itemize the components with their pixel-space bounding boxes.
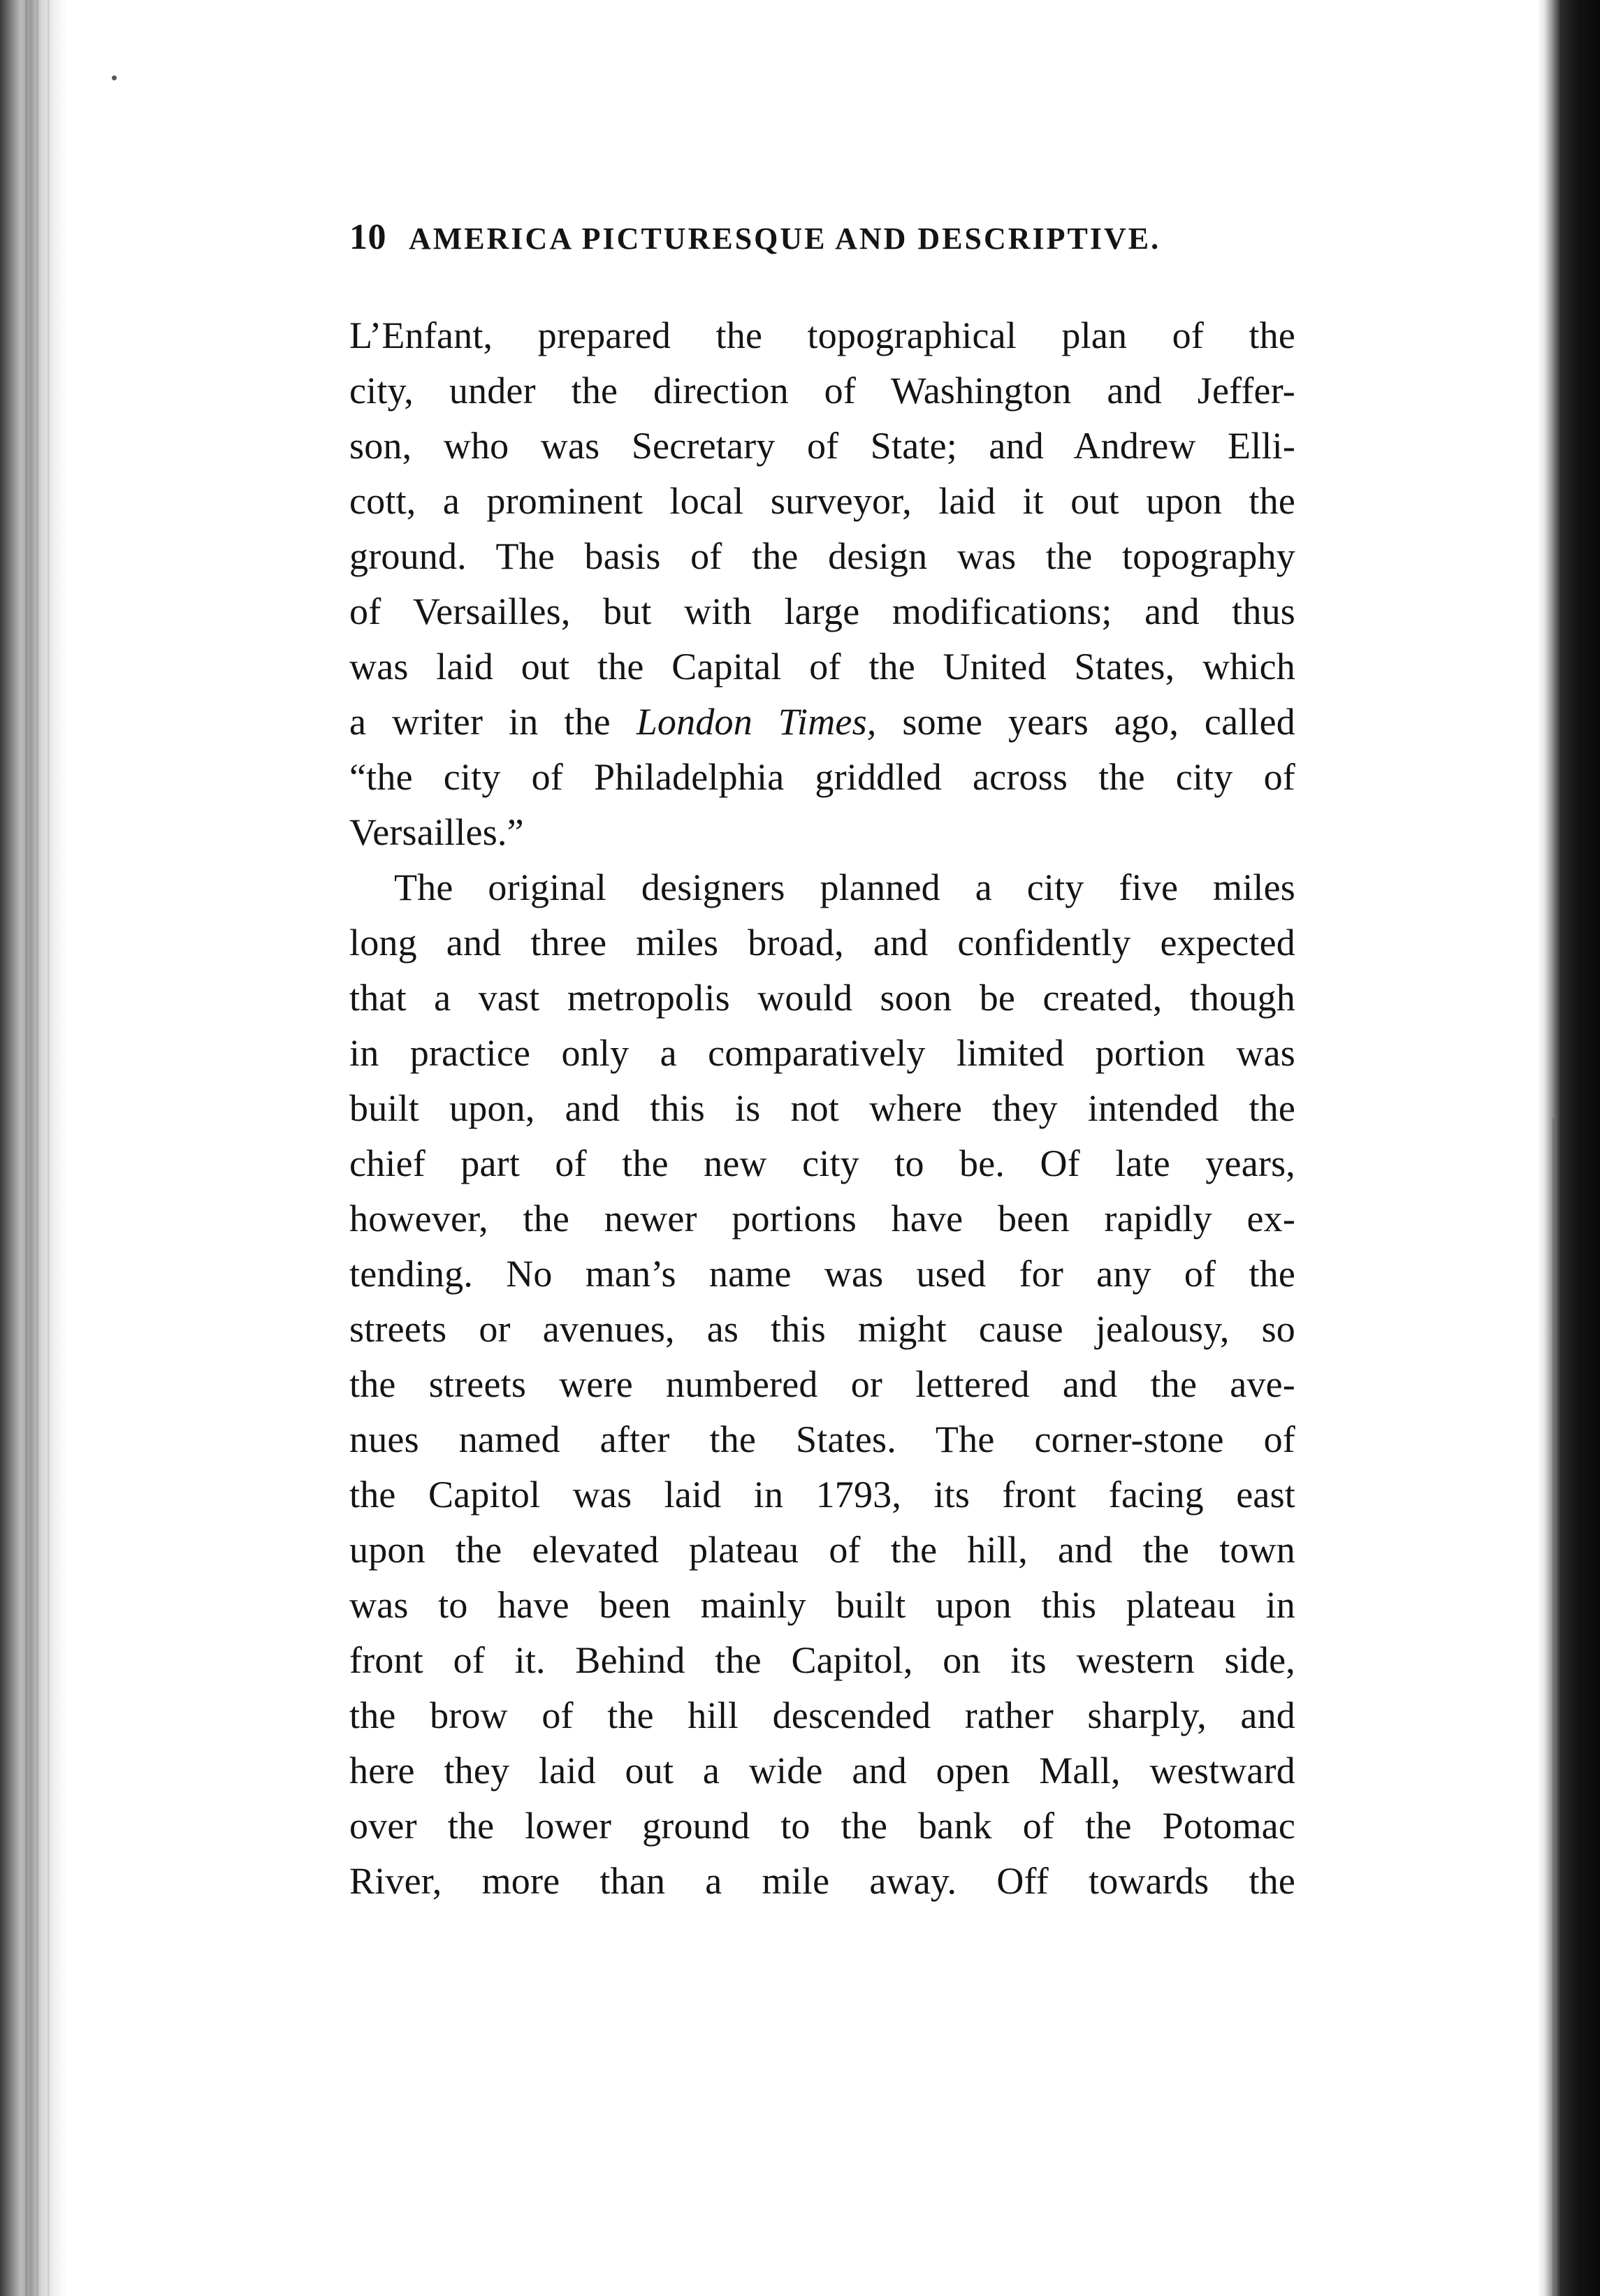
text-line: was to have been mainly built upon this plateau in xyxy=(349,1584,1295,1626)
text-line: in practice only a comparatively limited portion was xyxy=(349,1032,1295,1074)
text-line: the brow of the hill descended rather sharply, and xyxy=(349,1694,1295,1736)
text-line: chief part of the new city to be. Of late years, xyxy=(349,1142,1295,1184)
text-line: cott, a prominent local surveyor, laid it out upon the xyxy=(349,480,1295,522)
scan-speck xyxy=(112,75,117,80)
text-line: Versailles.” xyxy=(349,811,524,853)
text-line: River, more than a mile away. Off towards the xyxy=(349,1860,1295,1902)
text-line: The original designers planned a city five miles xyxy=(394,866,1295,908)
binding-highlight xyxy=(1552,1118,1557,2296)
text-line: over the lower ground to the bank of the Potomac xyxy=(349,1805,1295,1847)
text-line: nues named after the States. The corner-stone of xyxy=(349,1418,1295,1460)
text-line: built upon, and this is not where they intended the xyxy=(349,1087,1295,1129)
text-line: long and three miles broad, and confidently expected xyxy=(349,922,1295,964)
text-line: was laid out the Capital of the United States, which xyxy=(349,646,1295,688)
text-line: of Versailles, but with large modifications; and thus xyxy=(349,590,1295,632)
text-line: the Capitol was laid in 1793, its front facing east xyxy=(349,1474,1295,1516)
page-edge-line xyxy=(25,0,27,2296)
page-edge-line xyxy=(36,0,38,2296)
running-title: AMERICA PICTURESQUE AND DESCRIPTIVE. xyxy=(409,221,1161,256)
italic-title: London Times, xyxy=(636,701,877,743)
text-line: “the city of Philadelphia griddled across the city of xyxy=(349,756,1295,798)
text-line: the streets were numbered or lettered and the ave- xyxy=(349,1363,1295,1405)
text-line: a writer in the London Times, some years ago, called xyxy=(349,701,1296,743)
text-line: L’Enfant, prepared the topographical plan of the xyxy=(349,314,1295,356)
text-line: ground. The basis of the design was the topography xyxy=(349,535,1295,577)
page-left-edge xyxy=(0,0,67,2296)
text-line: front of it. Behind the Capitol, on its western side, xyxy=(349,1639,1295,1681)
text-line: son, who was Secretary of State; and Andrew Elli- xyxy=(349,425,1295,467)
binding-edge xyxy=(1537,0,1600,2296)
page-edge-line xyxy=(48,0,50,2296)
page-number: 10 xyxy=(349,217,386,257)
text-line: upon the elevated plateau of the hill, and the town xyxy=(349,1529,1295,1571)
text-line: here they laid out a wide and open Mall, westward xyxy=(349,1750,1295,1792)
text-line: tending. No man’s name was used for any of the xyxy=(349,1253,1295,1295)
text-line: streets or avenues, as this might cause jealousy, so xyxy=(349,1308,1295,1350)
text-line: however, the newer portions have been rapidly ex- xyxy=(349,1198,1295,1240)
running-header xyxy=(349,210,1300,266)
text-line: city, under the direction of Washington and Jeffer- xyxy=(349,370,1295,412)
text-line: that a vast metropolis would soon be created, though xyxy=(349,977,1295,1019)
